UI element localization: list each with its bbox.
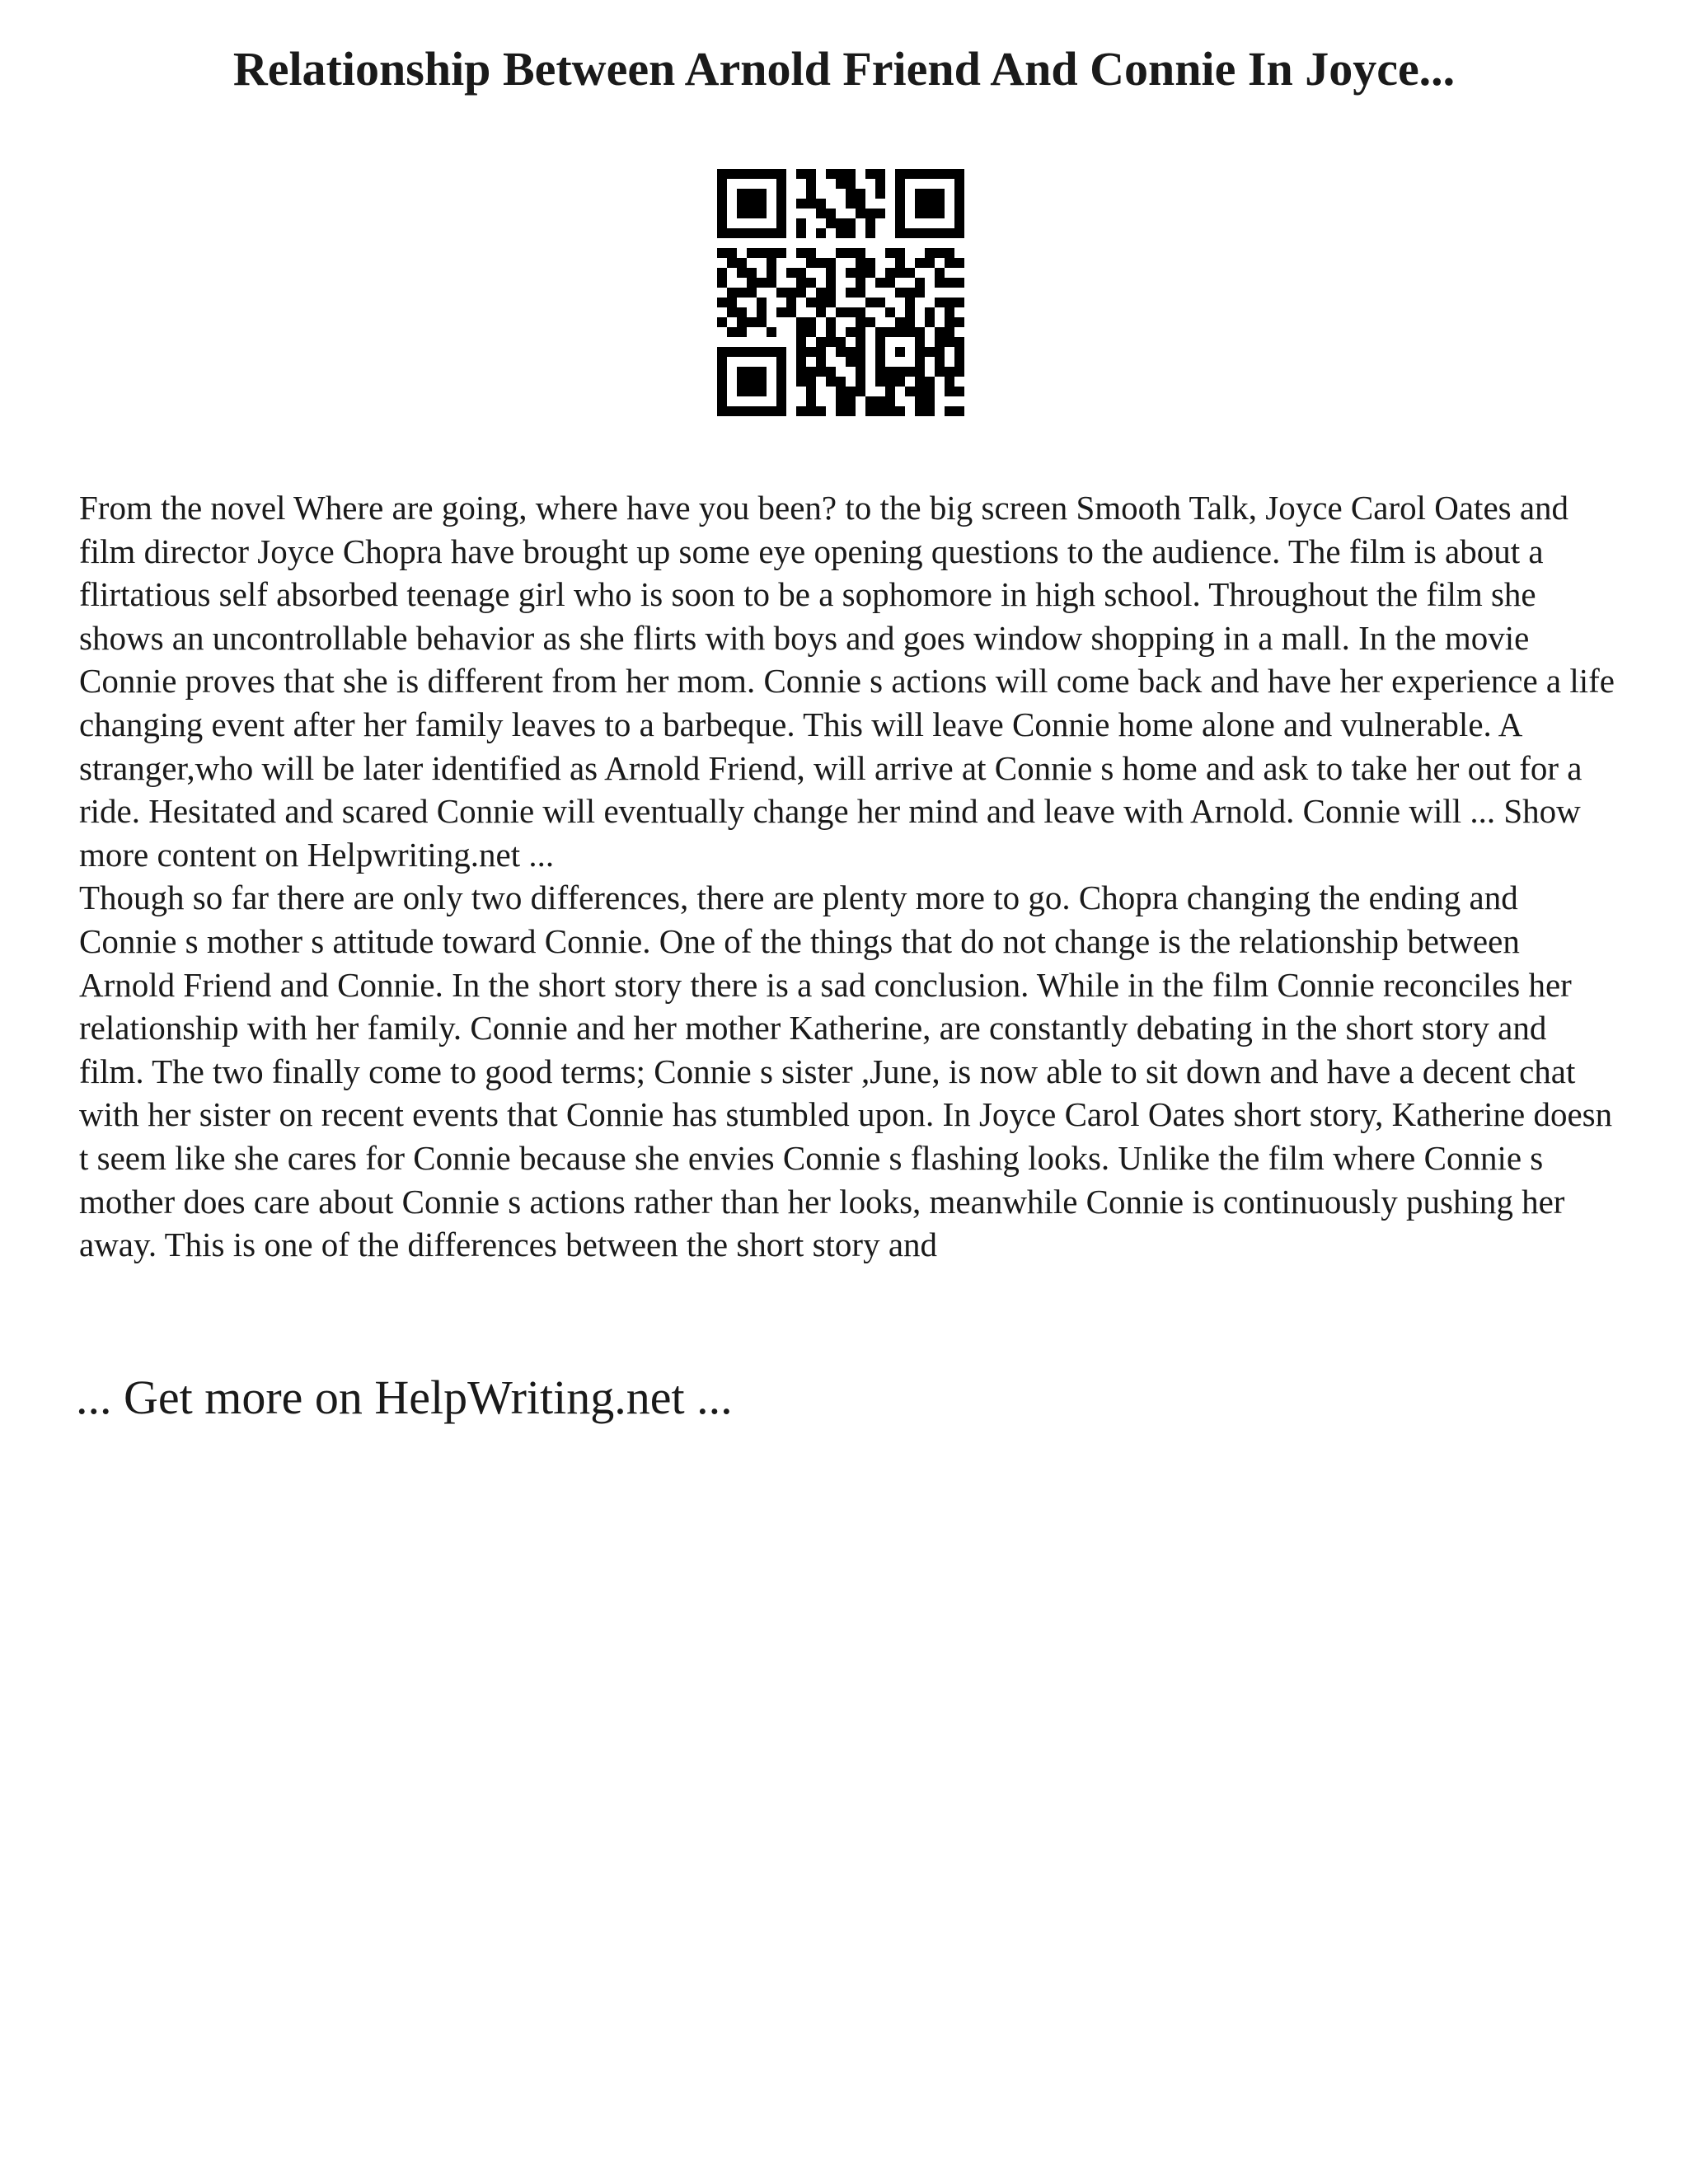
get-more-link[interactable]: ... Get more on HelpWriting.net ...: [76, 1371, 733, 1424]
page-title: Relationship Between Arnold Friend And Connie In Joyce...: [232, 42, 1456, 96]
article-paragraph: From the novel Where are going, where have you been? to the big screen Smooth Talk, Joyce Carol Oates and film director Joyce Chopra have brought up some eye opening questions to the audience. The film is about a flirtatious self absorbed teenage girl who is soon to be a sophomore in high school. Throughout the film she shows an uncontrollable behavior as she flirts with boys and goes window shopping in a mall. In the movie Connie proves that she is different from her mom. Connie s actions will come back and have her experience a life changing event after her family leaves to a barbeque. This will leave Connie home alone and vulnerable. A stranger,who will be later identified as Arnold Friend, will arrive at Connie s home and ask to take her out for a ride. Hesitated and scared Connie will eventually change her mind and leave with Arnold. Connie will ... Show more content on Helpwriting.net ...: [79, 489, 1615, 874]
article-paragraph: Though so far there are only two differences, there are plenty more to go. Chopra changing the ending and Connie s mother s attitude toward Connie. One of the things that do not change is the relationship between Arnold Friend and Connie. In the short story there is a sad conclusion. While in the film Connie reconciles her relationship with her family. Connie and her mother Katherine, are constantly debating in the short story and film. The two finally come to good terms; Connie s sister ,June, is now able to sit down and have a decent chat with her sister on recent events that Connie has stumbled upon. In Joyce Carol Oates short story, Katherine doesn t seem like she cares for Connie because she envies Connie s flashing looks. Unlike the film where Connie s mother does care about Connie s actions rather than her looks, meanwhile Connie is continuously pushing her away. This is one of the differences between the short story and: [79, 879, 1613, 1264]
qr-code-icon: [717, 169, 964, 416]
article-body: [79, 486, 1617, 1267]
